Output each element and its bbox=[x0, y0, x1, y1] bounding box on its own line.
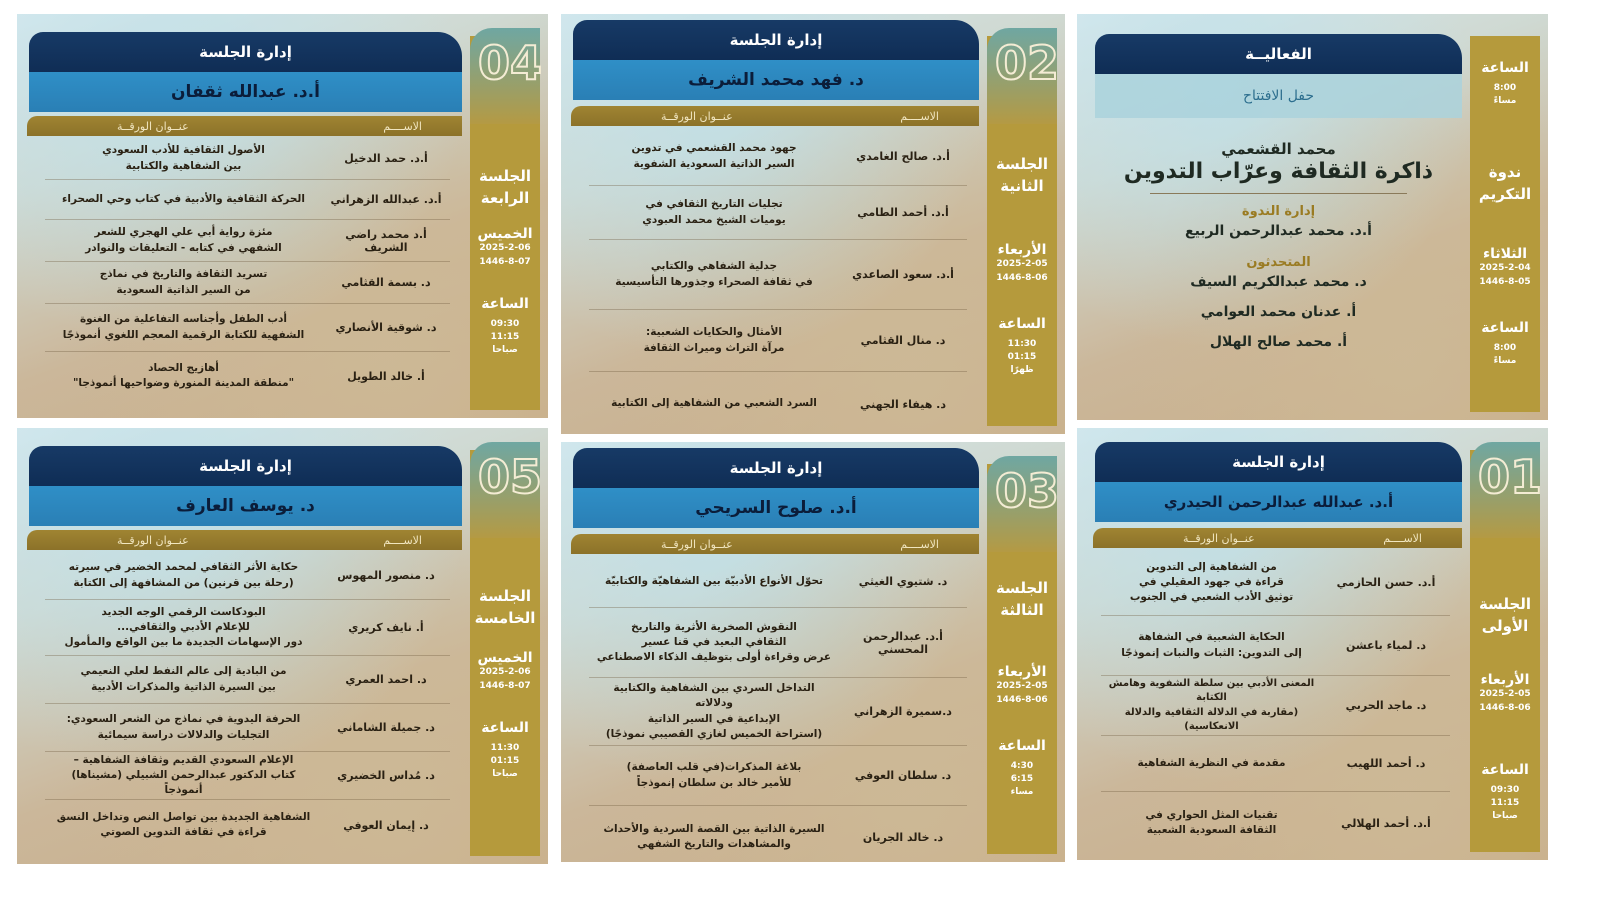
table-header bbox=[571, 534, 979, 554]
table-row: د. ماجد الحربي المعنى الأدبي بين سلطة الشفوية وهامش الكتابة (مقاربة في الدلالة الثقافية والدلالة الانعكاسية) bbox=[1101, 676, 1450, 736]
opening-date-g: 2025-2-04 bbox=[1479, 263, 1531, 273]
session-04-time-start: 09:30 bbox=[490, 319, 520, 329]
session-01-date-h: 1446-8-06 bbox=[1479, 702, 1531, 713]
opening-time-top: 8:00 bbox=[1493, 83, 1517, 93]
table-row: أ.د. حمد الدخيل الأصول الثقافية للأدب السعودي بين الشفاهية والكتابية bbox=[45, 138, 450, 180]
session-02-period: ظهرًا bbox=[1010, 365, 1034, 376]
forum-moderator: أ.د. محمد عبدالرحمن الربيع bbox=[1185, 222, 1372, 239]
session-01-moderator: أ.د. عبدالله عبدالرحمن الحيدري bbox=[1095, 482, 1462, 522]
session-03-ordinal: الثالثة bbox=[1000, 600, 1044, 619]
table-row: أ.د. أحمد الطامي تجليات التاريخ الثقافي في يوميات الشيخ محمد العبودي bbox=[589, 186, 967, 240]
session-01-day: الأربعاء bbox=[1480, 672, 1530, 688]
session-03-date-g: 2025-2-05 bbox=[996, 681, 1048, 691]
table-row: د. منال القثامي الأمثال والحكايات الشعبية: مرآة التراث وميراث الثقافة bbox=[589, 310, 967, 372]
forum-moderation-label: إدارة الندوة bbox=[1241, 203, 1316, 219]
session-02-rows bbox=[589, 128, 967, 434]
session-01-time-end: 11:15 bbox=[1490, 798, 1520, 809]
session-04-moderator: أ.د. عبدالله ثقفان bbox=[29, 72, 462, 112]
session-02-ordinal: الثانية bbox=[1000, 176, 1044, 195]
col-name-header: الاســــم bbox=[1383, 531, 1422, 545]
session-04-number: 04 bbox=[478, 36, 543, 90]
table-row: د. هيفاء الجهني السرد الشعبي من الشفاهية إلى الكتابية bbox=[611, 397, 946, 411]
session-05-period: صباحا bbox=[492, 769, 518, 780]
time-label: الساعة bbox=[1481, 762, 1529, 778]
table-row: أ. خالد الطويل أهازيج الحصاد "منطقة المدينة المنورة وضواحيها أنموذجا" bbox=[72, 361, 425, 389]
session-04-ordinal: الرابعة bbox=[480, 188, 530, 207]
table-row: أ.د. سعود الصاعدي جدلية الشفاهي والكتابي في ثقافة الصحراء وجذورها التأسيسية bbox=[589, 240, 967, 310]
table-row: أ.د. صالح الغامدي جهود محمد القشعمي في تدوين السير الذاتية السعودية الشفوية bbox=[589, 128, 967, 186]
session-05-day: الخميس bbox=[477, 650, 533, 666]
session-03-period: مساء bbox=[1010, 787, 1034, 798]
session-01-period: صباحا bbox=[1492, 811, 1518, 822]
session-05-number: 05 bbox=[478, 450, 543, 504]
activity-name: حفل الافتتاح bbox=[1095, 74, 1462, 118]
session-05-date-g: 2025-2-06 bbox=[479, 667, 531, 677]
forum-details bbox=[1095, 126, 1462, 350]
session-04-rows bbox=[45, 138, 450, 400]
col-title-header: عنــوان الورقــة bbox=[117, 533, 189, 547]
divider bbox=[1150, 193, 1407, 194]
table-row: د. بسمة القثامي تسريد الثقافة والتاريخ في نماذج من السير الذاتية السعودية bbox=[45, 262, 450, 304]
session-01-rows bbox=[1101, 550, 1450, 854]
session-03-label: الجلسة bbox=[995, 579, 1049, 597]
col-name-header: الاســــم bbox=[900, 109, 939, 123]
opening-time-bottom: 8:00 bbox=[1493, 343, 1517, 353]
table-row: د. شوقية الأنصاري أدب الطفل وأجناسه التفاعلية من الغنوة الشفهية للكتابة الرقمية المعجم اللغوي أنموذجًا bbox=[45, 304, 450, 352]
col-title-header: عنــوان الورقــة bbox=[661, 537, 733, 551]
table-row: د. شتيوي الغيثي تحوّل الأنواع الأدبيّة بين الشفاهيّة والكتابيّة bbox=[589, 556, 967, 608]
session-03-number: 03 bbox=[995, 464, 1060, 518]
honoree-name: محمد القشعمي bbox=[1221, 140, 1336, 158]
session-03-time-end: 6:15 bbox=[1010, 774, 1034, 785]
moderation-label: إدارة الجلسة bbox=[573, 448, 979, 488]
moderation-label: إدارة الجلسة bbox=[29, 446, 462, 486]
forum-label: ندوة bbox=[1488, 163, 1522, 181]
forum-title: ذاكرة الثقافة وعرّاب التدوين bbox=[1123, 159, 1434, 184]
time-label: الساعة bbox=[998, 316, 1046, 332]
session-04-panel bbox=[17, 14, 548, 418]
table-header bbox=[27, 530, 462, 550]
session-03-date-h: 1446-8-06 bbox=[996, 694, 1048, 705]
session-01-label: الجلسة bbox=[1478, 595, 1532, 613]
table-row: أ.د محمد راضي الشريف مئزة رواية أبي علي الهجري للشعر الشفهي في كتابه - التعليقات والنوادر bbox=[45, 220, 450, 262]
col-title-header: عنــوان الورقــة bbox=[117, 119, 189, 133]
table-row: أ. نايف كريري البودكاست الرقمي الوجه الجديد للإعلام الأدبي والثقافي... دور الإسهامات الجديدة ما بين الواقع والمأمول bbox=[45, 600, 450, 656]
session-01-number: 01 bbox=[1478, 450, 1543, 504]
session-03-rows bbox=[589, 556, 967, 862]
session-02-date-g: 2025-2-05 bbox=[996, 259, 1048, 269]
table-row: د. خالد الجريان السيرة الذاتية بين القصة السردية والأحداث والمشاهدات والتاريخ الشفهي bbox=[603, 822, 944, 850]
col-title-header: عنــوان الورقــة bbox=[1183, 531, 1255, 545]
speaker: أ. محمد صالح الهلال bbox=[1209, 333, 1348, 350]
moderation-label: إدارة الجلسة bbox=[1095, 442, 1462, 482]
opening-period-bottom: مساءً bbox=[1493, 356, 1517, 367]
activity-label: الفعاليــة bbox=[1095, 34, 1462, 74]
session-05-label: الجلسة bbox=[478, 587, 532, 605]
table-row: د. منصور المهوس حكاية الأثر الثقافي لمحمد الخضير في سيرته (رحلة بين قرنين) من المشافهة إلى الكتابة bbox=[45, 552, 450, 600]
session-01-time-start: 09:30 bbox=[1490, 785, 1520, 795]
session-03-panel bbox=[561, 442, 1065, 862]
session-03-time-start: 4:30 bbox=[1010, 761, 1034, 771]
session-02-number: 02 bbox=[995, 36, 1060, 90]
session-03-day: الأربعاء bbox=[997, 664, 1047, 680]
session-04-time-end: 11:15 bbox=[490, 332, 520, 343]
time-label: الساعة bbox=[481, 720, 529, 736]
session-04-day: الخميس bbox=[477, 226, 533, 242]
table-row: أ.د. أحمد الهلالي تقنيات المثل الحواري في الثقافة السعودية الشعبية bbox=[1145, 808, 1431, 836]
session-02-date-h: 1446-8-06 bbox=[996, 272, 1048, 283]
time-label: الساعة bbox=[1481, 60, 1529, 76]
opening-period-top: مساءً bbox=[1493, 96, 1517, 107]
time-label: الساعة bbox=[998, 738, 1046, 754]
session-02-time-end: 01:15 bbox=[1007, 352, 1037, 363]
session-01-panel bbox=[1077, 428, 1548, 860]
session-05-rows bbox=[45, 552, 450, 850]
session-03-moderator: أ.د. صلوح السريحي bbox=[573, 488, 979, 528]
opening-date-h: 1446-8-05 bbox=[1479, 276, 1531, 287]
speaker: د. محمد عبدالكريم السيف bbox=[1190, 273, 1367, 290]
opening-day: الثلاثاء bbox=[1482, 246, 1528, 262]
moderation-label: إدارة الجلسة bbox=[573, 20, 979, 60]
forum-type: التكريم bbox=[1478, 184, 1532, 203]
session-02-time-start: 11:30 bbox=[1007, 339, 1037, 349]
col-name-header: الاســــم bbox=[383, 533, 422, 547]
col-name-header: الاســــم bbox=[900, 537, 939, 551]
session-05-moderator: د. يوسف العارف bbox=[29, 486, 462, 526]
speaker: أ. عدنان محمد العوامي bbox=[1200, 303, 1357, 320]
session-04-label: الجلسة bbox=[478, 167, 532, 185]
table-row: د. احمد العمري من البادية إلى عالم النفط لعلي النعيمي بين السيرة الذاتية والمذكرات الأدبية bbox=[45, 656, 450, 704]
table-row: أ.د. عبدالله الزهراني الحركة الثقافية والأدبية في كتاب وحي الصحراء bbox=[45, 180, 450, 220]
session-02-moderator: د. فهد محمد الشريف bbox=[573, 60, 979, 100]
session-04-period: صباحا bbox=[492, 345, 518, 356]
moderation-label: إدارة الجلسة bbox=[29, 32, 462, 72]
table-row: أ.د. عبدالرحمن المحسني النقوش الصخرية الأثرية والتاريخ الثقافي البعيد في قنا عسير عرض وقراءة أولى بتوظيف الذكاء الاصطناعي bbox=[589, 608, 967, 678]
table-header bbox=[27, 116, 462, 136]
session-04-date-h: 1446-8-07 bbox=[479, 256, 531, 267]
opening-panel bbox=[1077, 14, 1548, 420]
table-row: أ.د. حسن الحازمي من الشفاهية إلى التدوين قراءة في جهود العقيلي في توثيق الأدب الشعبي في الجنوب bbox=[1101, 550, 1450, 616]
table-row: د. أحمد اللهيب مقدمة في النظرية الشفاهية bbox=[1101, 736, 1450, 792]
session-05-time-end: 01:15 bbox=[490, 756, 520, 767]
col-name-header: الاســــم bbox=[383, 119, 422, 133]
session-01-date-g: 2025-2-05 bbox=[1479, 689, 1531, 699]
session-05-panel bbox=[17, 428, 548, 864]
session-05-time-start: 11:30 bbox=[490, 743, 520, 753]
speakers-label: المتحدثون bbox=[1246, 254, 1311, 270]
session-02-panel bbox=[561, 14, 1065, 434]
session-04-date-g: 2025-2-06 bbox=[479, 243, 531, 253]
table-row: د. سلطان العوفي بلاغة المذكرات(في قلب العاصفة) للأمير خالد بن سلطان إنموذجاً bbox=[589, 746, 967, 806]
time-label: الساعة bbox=[481, 296, 529, 312]
table-header bbox=[1093, 528, 1462, 548]
session-02-day: الأربعاء bbox=[997, 242, 1047, 258]
time-label: الساعة bbox=[1481, 320, 1529, 336]
table-row: د. جميلة الشاماني الحرفة اليدوية في نماذج من الشعر السعودي: التجليات والدلالات دراسة سيمائية bbox=[45, 704, 450, 752]
table-row: د. لمياء باعشن الحكاية الشعبية في الشفاهة إلى التدوين: الثبات والنبات إنموذجًا bbox=[1101, 616, 1450, 676]
session-01-ordinal: الأولى bbox=[1481, 616, 1529, 635]
table-row: د.سميرة الزهراني التداخل السردي بين الشفاهية والكتابية ودلالاته الإبداعية في السير الذاتية (استراحة الخميس لغازي القصيبي نموذجًا) bbox=[589, 678, 967, 746]
table-row: د. مُداس الخضيري الإعلام السعودي القديم وثقافة الشفاهية – كتاب الدكتور عبدالرحمن الشبيلي (مشيناها) أنموذجاً bbox=[45, 752, 450, 800]
col-title-header: عنــوان الورقــة bbox=[661, 109, 733, 123]
table-header bbox=[571, 106, 979, 126]
session-05-date-h: 1446-8-07 bbox=[479, 680, 531, 691]
table-row: د. إيمان العوفي الشفاهية الجديدة بين تواصل النص وتداخل النسق قراءة في ثقافة التدوين الصوتي bbox=[56, 810, 429, 838]
session-05-ordinal: الخامسة bbox=[474, 608, 536, 627]
session-02-label: الجلسة bbox=[995, 155, 1049, 173]
